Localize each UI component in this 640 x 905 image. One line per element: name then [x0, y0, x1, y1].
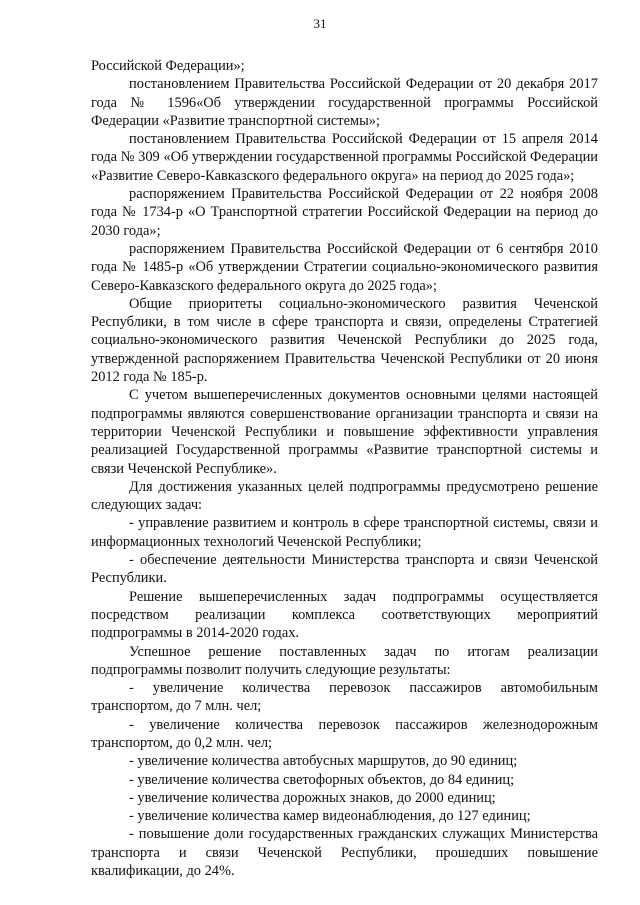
list-item-result-rail-passengers: - увеличение количества перевозок пассажиров железнодорожным транспортом, до 0,2 млн. чел;: [91, 716, 598, 751]
paragraph-results-intro: Успешное решение поставленных задач по итогам реализации подпрограммы позволит получить следующие результаты:: [91, 643, 598, 678]
paragraph-priorities: Общие приоритеты социально-экономического развития Чеченской Республики, в том числе в сфере транспорта и связи, определены Стратегией социально-экономического развития Чеченской Республики до 2025 года, утвержденной распоряжением Правительства Чеченской Республики от 20 июня 2012 года № 185-р.: [91, 295, 598, 386]
paragraph-tasks-intro: Для достижения указанных целей подпрограммы предусмотрено решение следующих задач:: [91, 478, 598, 514]
list-item-result-road-signs: - увеличение количества дорожных знаков, до 2000 единиц;: [129, 789, 496, 806]
list-item-result-cameras: - увеличение количества камер видеонаблюдения, до 127 единиц;: [129, 808, 531, 825]
list-item-task-ministry: - обеспечение деятельности Министерства транспорта и связи Чеченской Республики.: [91, 552, 598, 587]
paragraph-decree-309: постановлением Правительства Российской Федерации от 15 апреля 2014 года № 309 «Об утверждении государственной программы Российской Федерации «Развитие Северо-Кавказского федерального округа» на период до 2025 года»;: [91, 131, 598, 184]
list-item-result-qualification: - повышение доли государственных гражданских служащих Министерства транспорта и связи Чеченской Республики, прошедших повышение квалификации, до 24%.: [91, 826, 598, 880]
paragraph-order-1485: распоряжением Правительства Российской Федерации от 6 сентября 2010 года № 1485-р «Об утверждении Стратегии социально-экономического развития Северо-Кавказского федерального округа до 2025 года»;: [91, 240, 598, 294]
list-item-result-bus-routes: - увеличение количества автобусных маршрутов, до 90 единиц;: [129, 753, 518, 770]
paragraph-continuation: Российской Федерации»;: [91, 58, 245, 74]
paragraph-order-1734: распоряжением Правительства Российской Федерации от 22 ноября 2008 года № 1734-р «О Транспортной стратегии Российской Федерации на период до 2030 года»;: [91, 186, 598, 239]
list-item-result-traffic-lights: - увеличение количества светофорных объектов, до 84 единиц;: [129, 771, 515, 788]
paragraph-implementation: Решение вышеперечисленных задач подпрограммы осуществляется посредством реализации комплекса соответствующих мероприятий подпрограммы в 2014-2020 годах.: [91, 588, 598, 642]
document-body: [91, 57, 598, 880]
list-item-task-management: - управление развитием и контроль в сфере транспортной системы, связи и информационных технологий Чеченской Республики;: [91, 515, 598, 550]
paragraph-goals: С учетом вышеперечисленных документов основными целями настоящей подпрограммы являются совершенствование организации транспорта и связи на территории Чеченской Республики и повышение эффективности управления реализацией Государственной программы «Развитие транспортной системы и связи Чеченской Республике».: [91, 387, 598, 477]
list-item-result-auto-passengers: - увеличение количества перевозок пассажиров автомобильным транспортом, до 7 млн. чел;: [91, 680, 598, 715]
page-number: 31: [313, 16, 327, 31]
paragraph-decree-1596: постановлением Правительства Российской Федерации от 20 декабря 2017 года № 1596«Об утверждении государственной программы Российской Федерации «Развитие транспортной системы»;: [91, 76, 598, 129]
